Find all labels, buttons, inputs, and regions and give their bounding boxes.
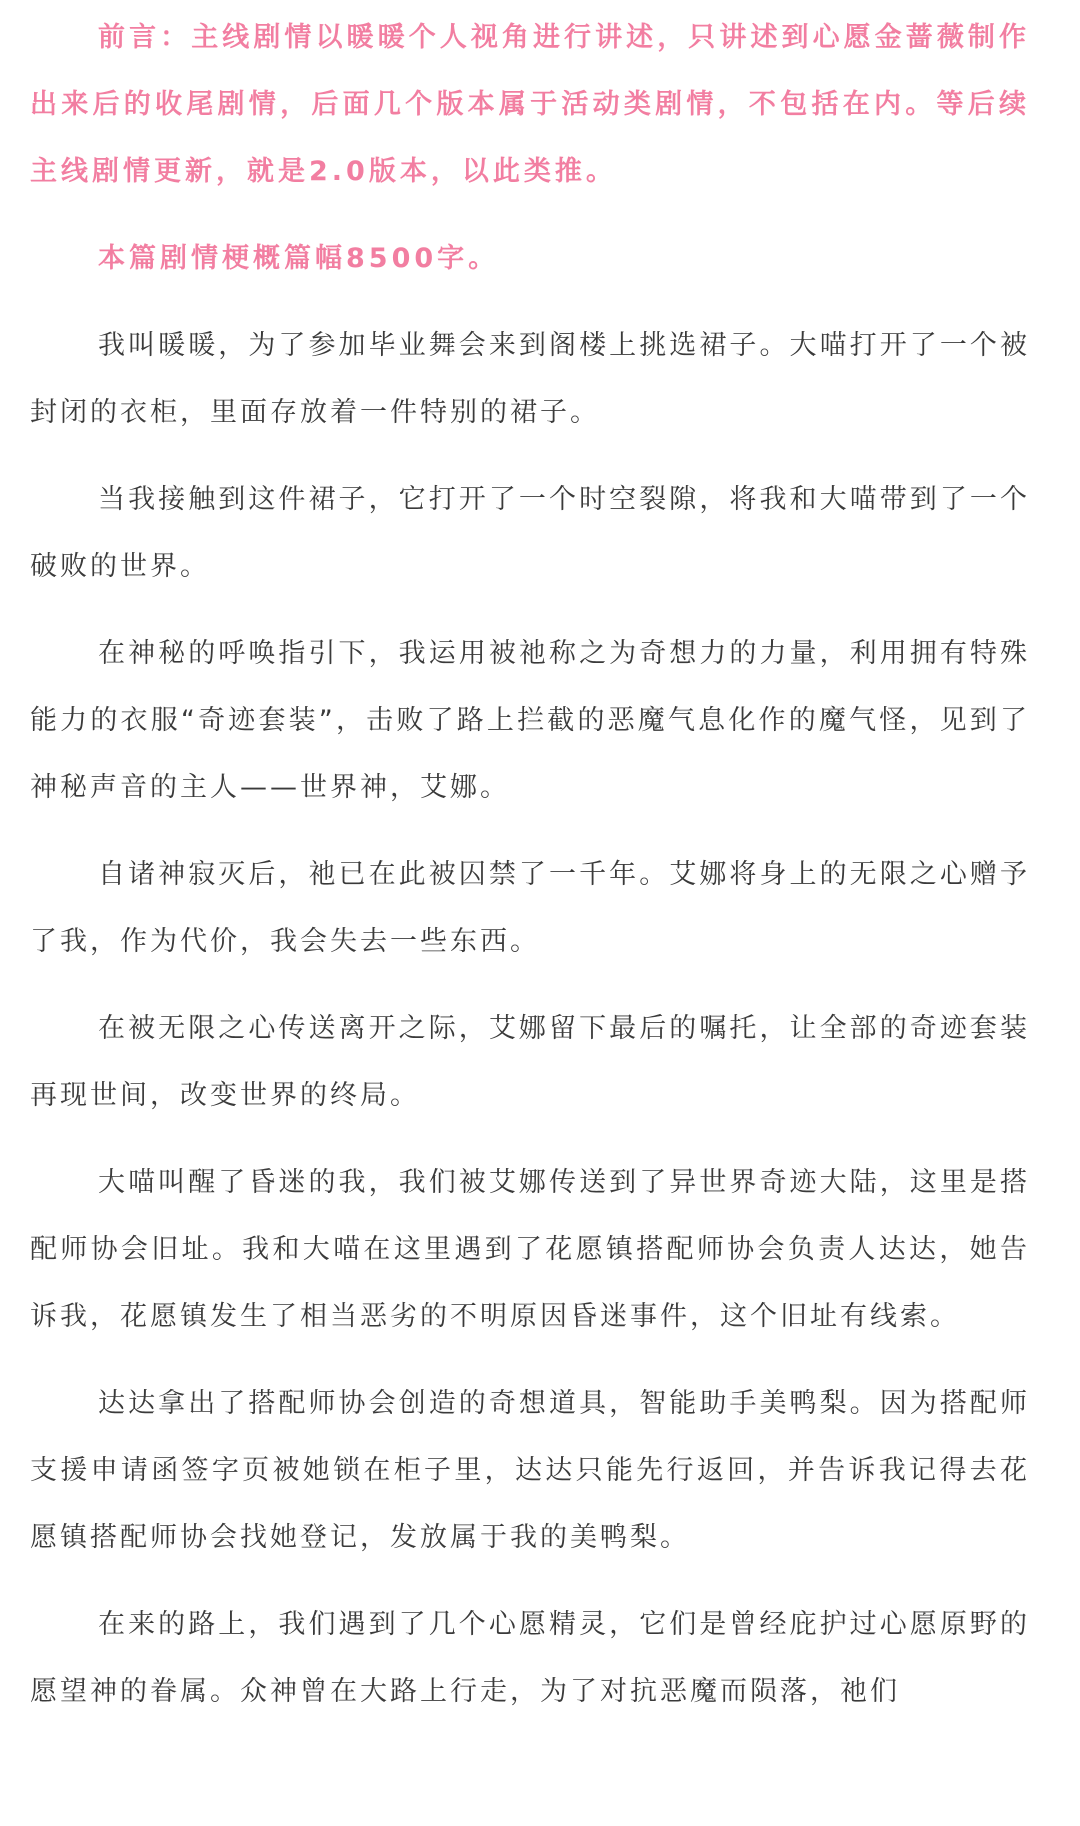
preface-paragraph: 前言：主线剧情以暖暖个人视角进行讲述，只讲述到心愿金蔷薇制作出来后的收尾剧情，后面几个版本属于活动类剧情，不包括在内。等后续主线剧情更新，就是2.0版本，以此类推。	[30, 22, 1030, 187]
article-content	[30, 0, 1030, 1725]
story-paragraph: 达达拿出了搭配师协会创造的奇想道具，智能助手美鸭梨。因为搭配师支援申请函签字页被她锁在柜子里，达达只能先行返回，并告诉我记得去花愿镇搭配师协会找她登记，发放属于我的美鸭梨。	[30, 1388, 1030, 1553]
story-paragraph: 自诸神寂灭后，祂已在此被囚禁了一千年。艾娜将身上的无限之心赠予了我，作为代价，我会失去一些东西。	[30, 859, 1030, 957]
story-paragraph: 当我接触到这件裙子，它打开了一个时空裂隙，将我和大喵带到了一个破败的世界。	[30, 484, 1030, 582]
story-paragraph: 在被无限之心传送离开之际，艾娜留下最后的嘱托，让全部的奇迹套装再现世间，改变世界的终局。	[30, 1013, 1030, 1111]
length-note-paragraph: 本篇剧情梗概篇幅8500字。	[98, 243, 500, 274]
story-paragraph: 在来的路上，我们遇到了几个心愿精灵，它们是曾经庇护过心愿原野的愿望神的眷属。众神曾在大路上行走，为了对抗恶魔而陨落，祂们	[30, 1609, 1030, 1707]
story-paragraph: 在神秘的呼唤指引下，我运用被祂称之为奇想力的力量，利用拥有特殊能力的衣服“奇迹套装”，击败了路上拦截的恶魔气息化作的魔气怪，见到了神秘声音的主人——世界神，艾娜。	[30, 638, 1030, 803]
story-paragraph: 大喵叫醒了昏迷的我，我们被艾娜传送到了异世界奇迹大陆，这里是搭配师协会旧址。我和大喵在这里遇到了花愿镇搭配师协会负责人达达，她告诉我，花愿镇发生了相当恶劣的不明原因昏迷事件，这个旧址有线索。	[30, 1167, 1030, 1332]
story-paragraph: 我叫暖暖，为了参加毕业舞会来到阁楼上挑选裙子。大喵打开了一个被封闭的衣柜，里面存放着一件特别的裙子。	[30, 330, 1030, 428]
